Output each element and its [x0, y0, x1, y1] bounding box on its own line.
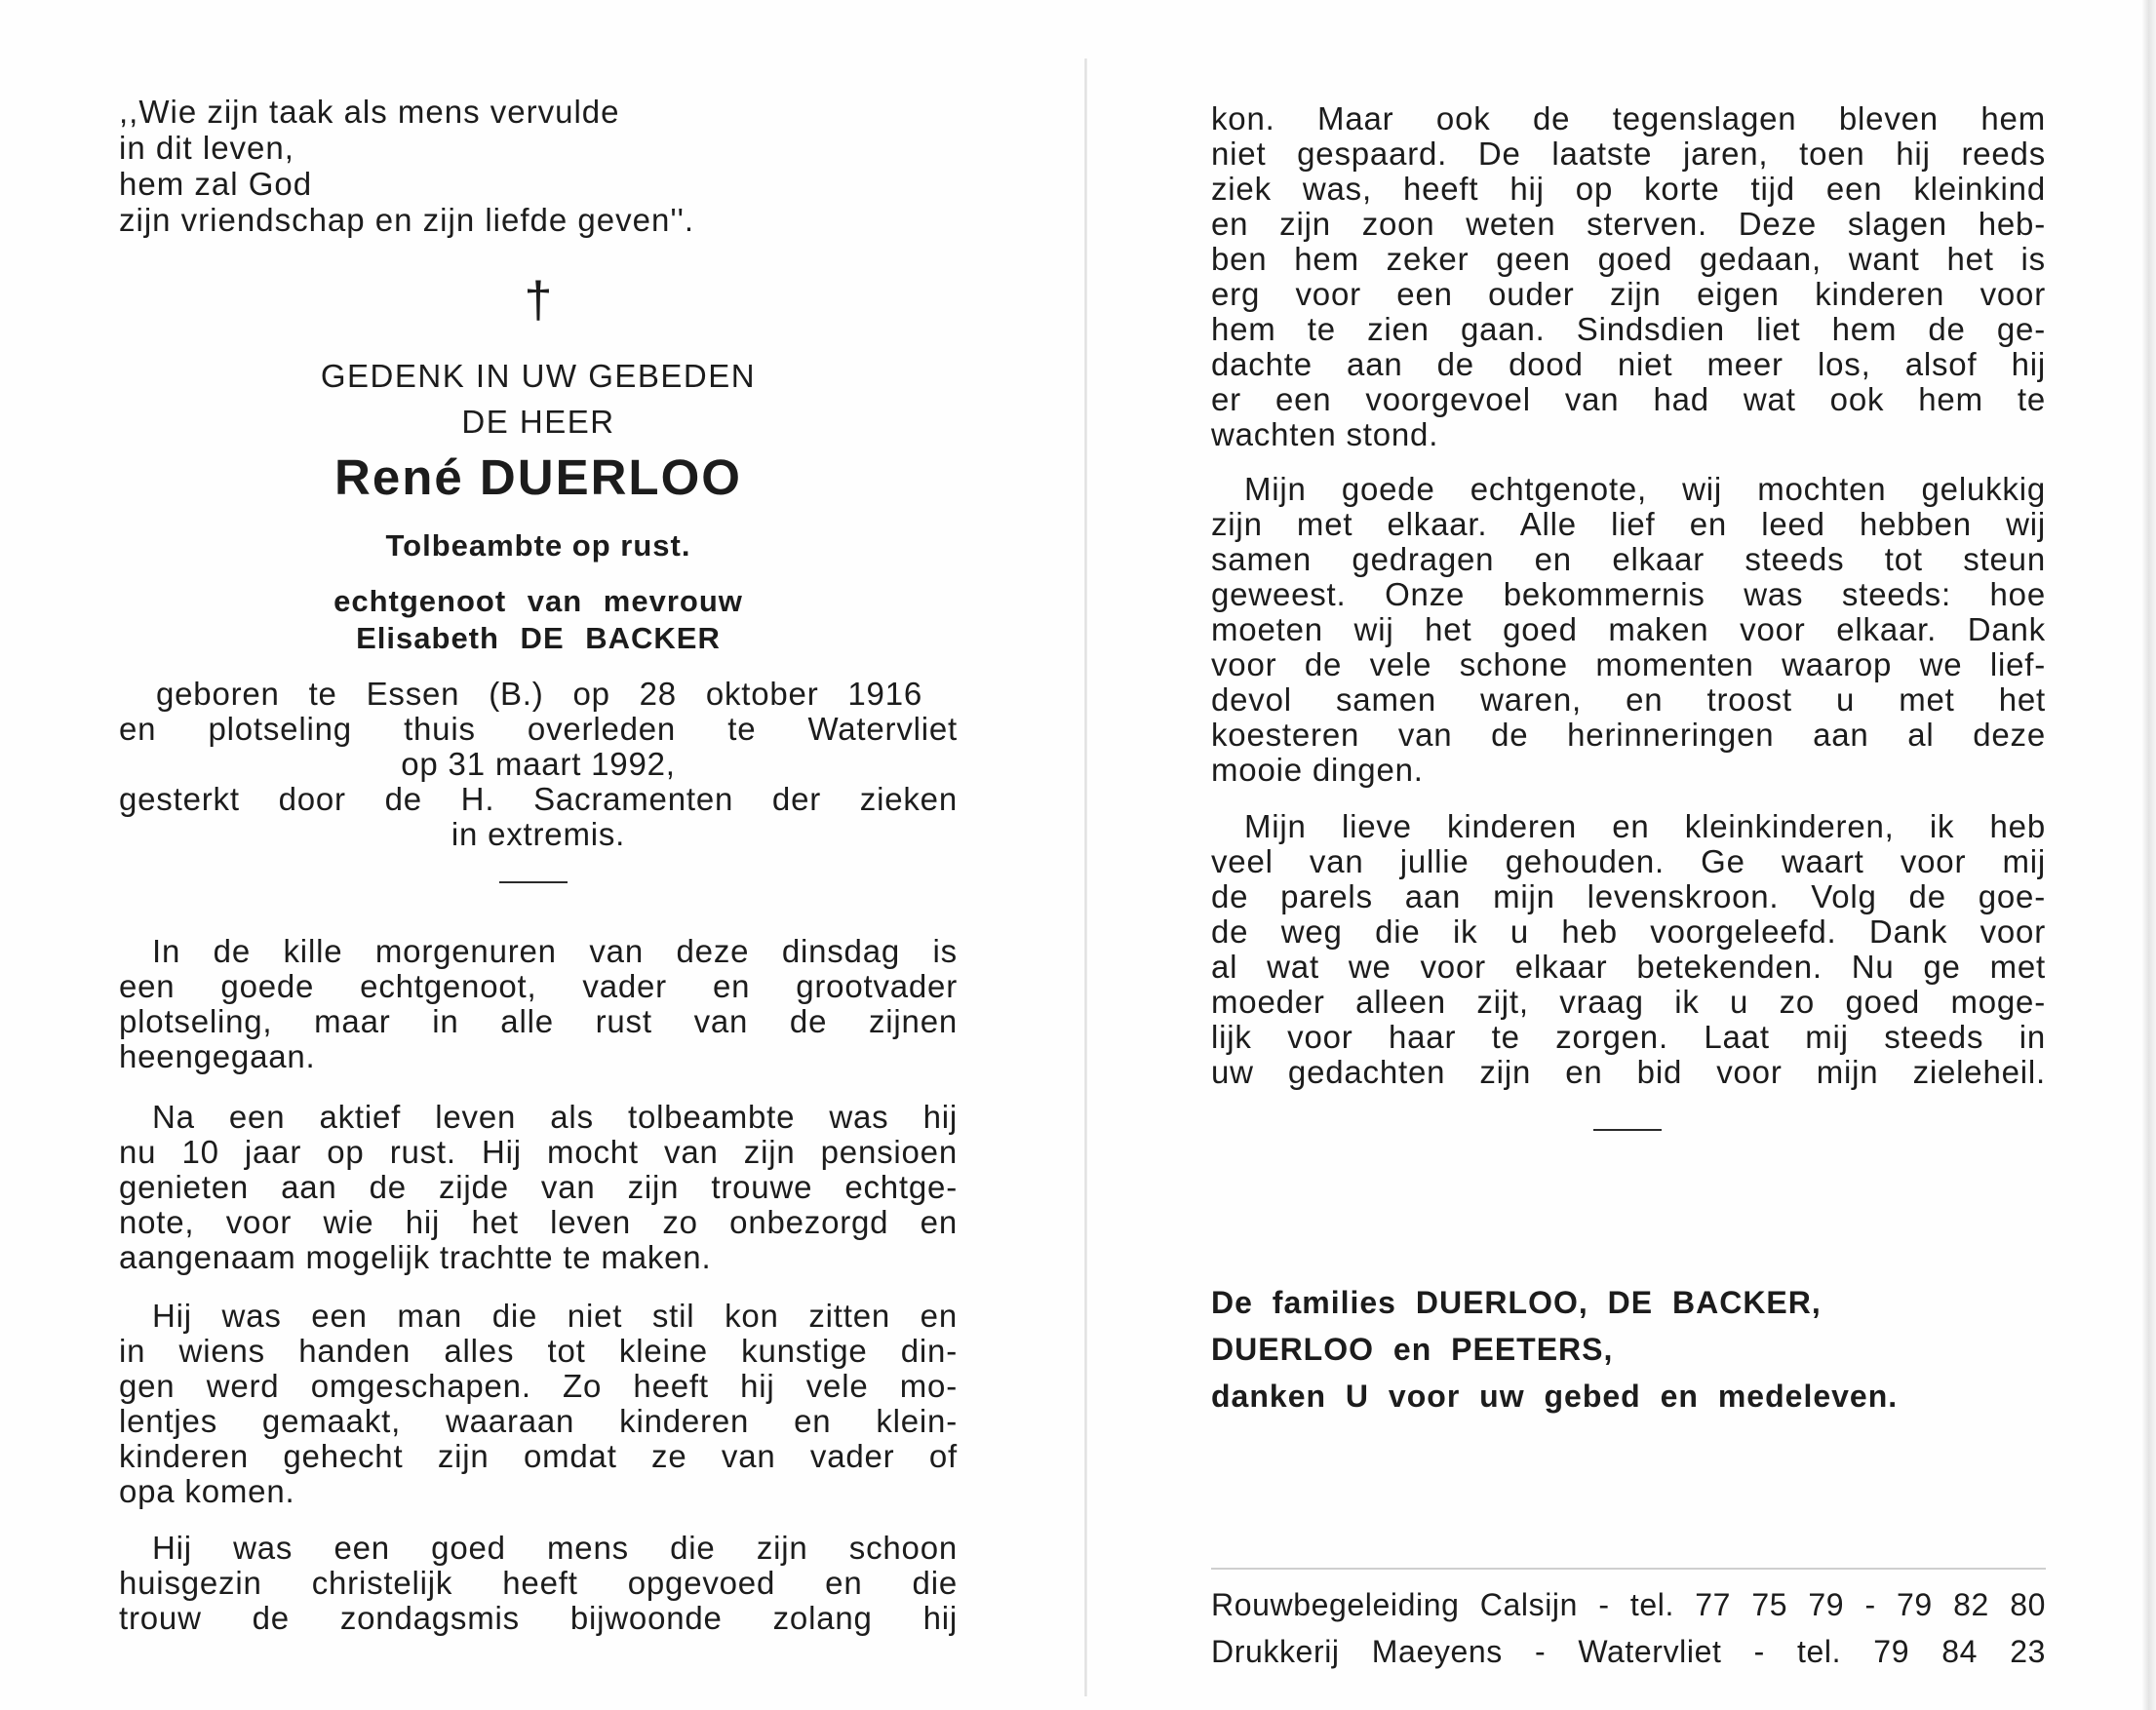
text-line: voor de vele schone momenten waarop we lief- — [1211, 647, 2046, 682]
birth-line: op 31 maart 1992, — [401, 747, 676, 782]
text-line: note, voor wie hij het leven zo onbezorgd en — [119, 1205, 958, 1240]
text-line: gen werd omgeschapen. Zo heeft hij vele mo- — [119, 1369, 958, 1404]
text-line: Hij was een man die niet stil kon zitten en — [152, 1299, 958, 1334]
text-line: genieten aan de zijde van zijn trouwe echtge- — [119, 1170, 958, 1205]
spouse-name: Elisabeth DE BACKER — [356, 621, 721, 655]
text-line: ben hem zeker geen goed gedaan, want het is — [1211, 242, 2046, 277]
text-line: Na een aktief leven als tolbeambte was hij — [152, 1100, 958, 1135]
text-line: lentjes gemaakt, waaraan kinderen en klein- — [119, 1404, 958, 1439]
divider — [499, 881, 568, 883]
footer-rule — [1211, 1568, 2046, 1570]
card-edge — [2141, 0, 2156, 1710]
text-line: niet gespaard. De laatste jaren, toen hij reeds — [1211, 136, 2046, 172]
text-line: de weg die ik u heb voorgeleefd. Dank voor — [1211, 914, 2046, 950]
text-line: moeten wij het goed maken voor elkaar. Dank — [1211, 612, 2046, 647]
poem-line: ,,Wie zijn taak als mens vervulde — [119, 94, 620, 130]
cross-icon: † — [524, 272, 553, 329]
card-fold — [1084, 58, 1087, 1696]
text-line: ziek was, heeft hij op korte tijd een kleinkind — [1211, 172, 2046, 207]
text-line: opa komen. — [119, 1474, 295, 1509]
birth-line: en plotseling thuis overleden te Watervliet — [119, 712, 958, 747]
poem-line: zijn vriendschap en zijn liefde geven''. — [119, 202, 695, 238]
text-line: hem te zien gaan. Sindsdien liet hem de ge- — [1211, 312, 2046, 347]
paragraph-1 — [119, 934, 958, 1074]
text-line: koesteren van de herinneringen aan al deze — [1211, 718, 2046, 753]
paragraph-2 — [119, 1100, 958, 1275]
opening-poem — [119, 94, 694, 238]
text-line: een goede echtgenoot, vader en grootvader — [119, 969, 958, 1004]
paragraph-4 — [119, 1531, 958, 1636]
paragraph-spouse-address — [1211, 472, 2046, 788]
poem-line: in dit leven, — [119, 130, 294, 166]
text-line: devol samen waren, en troost u met het — [1211, 682, 2046, 718]
closing-thanks — [1211, 1279, 2046, 1419]
poem-line: hem zal God — [119, 166, 313, 202]
spouse-line: echtgenoot van mevrouw — [333, 584, 743, 618]
text-line: In de kille morgenuren van deze dinsdag is — [152, 934, 958, 969]
paragraph-continued — [1211, 101, 2046, 452]
closing-line: De families DUERLOO, DE BACKER, — [1211, 1285, 1822, 1320]
deceased-name: René DUERLOO — [334, 449, 742, 505]
text-line: mooie dingen. — [1211, 753, 1424, 788]
text-line: in wiens handen alles tot kleine kunstige din- — [119, 1334, 958, 1369]
text-line: trouw de zondagsmis bijwoonde zolang hij — [119, 1601, 958, 1636]
paragraph-children-address — [1211, 809, 2046, 1090]
birth-death-block — [119, 677, 958, 852]
text-line: al wat we voor elkaar betekenden. Nu ge met — [1211, 950, 2046, 985]
text-line: heengegaan. — [119, 1039, 316, 1074]
text-line: huisgezin christelijk heeft opgevoed en die — [119, 1566, 958, 1601]
text-line: veel van jullie gehouden. Ge waart voor mij — [1211, 844, 2046, 879]
paragraph-3 — [119, 1299, 958, 1509]
text-line: nu 10 jaar op rust. Hij mocht van zijn pensioen — [119, 1135, 958, 1170]
gedenk-heading: GEDENK IN UW GEBEDEN — [320, 358, 757, 394]
footer-line: Drukkerij Maeyens - Watervliet - tel. 79 84 23 — [1211, 1634, 2046, 1669]
text-line: uw gedachten zijn en bid voor mijn zieleheil. — [1211, 1055, 2046, 1090]
text-line: dachte aan de dood niet meer los, alsof hij — [1211, 347, 2046, 382]
text-line: erg voor een ouder zijn eigen kinderen voor — [1211, 277, 2046, 312]
text-line: aangenaam mogelijk trachtte te maken. — [119, 1240, 712, 1275]
text-line: Mijn lieve kinderen en kleinkinderen, ik heb — [1244, 809, 2046, 844]
text-line: wachten stond. — [1211, 417, 1439, 452]
birth-line: in extremis. — [451, 817, 626, 852]
text-line: kon. Maar ook de tegenslagen bleven hem — [1211, 101, 2046, 136]
text-line: zijn met elkaar. Alle lief en leed hebben wij — [1211, 507, 2046, 542]
text-line: Hij was een goed mens die zijn schoon — [152, 1531, 958, 1566]
deceased-function: Tolbeambte op rust. — [385, 528, 691, 563]
closing-line: danken U voor uw gebed en medeleven. — [1211, 1379, 1899, 1414]
text-line: en zijn zoon weten sterven. Deze slagen heb- — [1211, 207, 2046, 242]
footer-credits — [1211, 1581, 2046, 1675]
text-line: er een voorgevoel van had wat ook hem te — [1211, 382, 2046, 417]
text-line: plotseling, maar in alle rust van de zijnen — [119, 1004, 958, 1039]
divider — [1593, 1129, 1662, 1131]
text-line: lijk voor haar te zorgen. Laat mij steeds in — [1211, 1020, 2046, 1055]
heer-heading: DE HEER — [461, 404, 615, 440]
text-line: samen gedragen en elkaar steeds tot steun — [1211, 542, 2046, 577]
birth-line: geboren te Essen (B.) op 28 oktober 1916 — [156, 677, 922, 712]
birth-line: gesterkt door de H. Sacramenten der zieken — [119, 782, 958, 817]
text-line: Mijn goede echtgenote, wij mochten gelukkig — [1244, 472, 2046, 507]
closing-line: DUERLOO en PEETERS, — [1211, 1332, 1614, 1367]
text-line: de parels aan mijn levenskroon. Volg de goe- — [1211, 879, 2046, 914]
footer-line: Rouwbegeleiding Calsijn - tel. 77 75 79 - 79 82 80 — [1211, 1587, 2046, 1622]
text-line: kinderen gehecht zijn omdat ze van vader of — [119, 1439, 958, 1474]
text-line: geweest. Onze bekommernis was steeds: hoe — [1211, 577, 2046, 612]
text-line: moeder alleen zijt, vraag ik u zo goed moge- — [1211, 985, 2046, 1020]
